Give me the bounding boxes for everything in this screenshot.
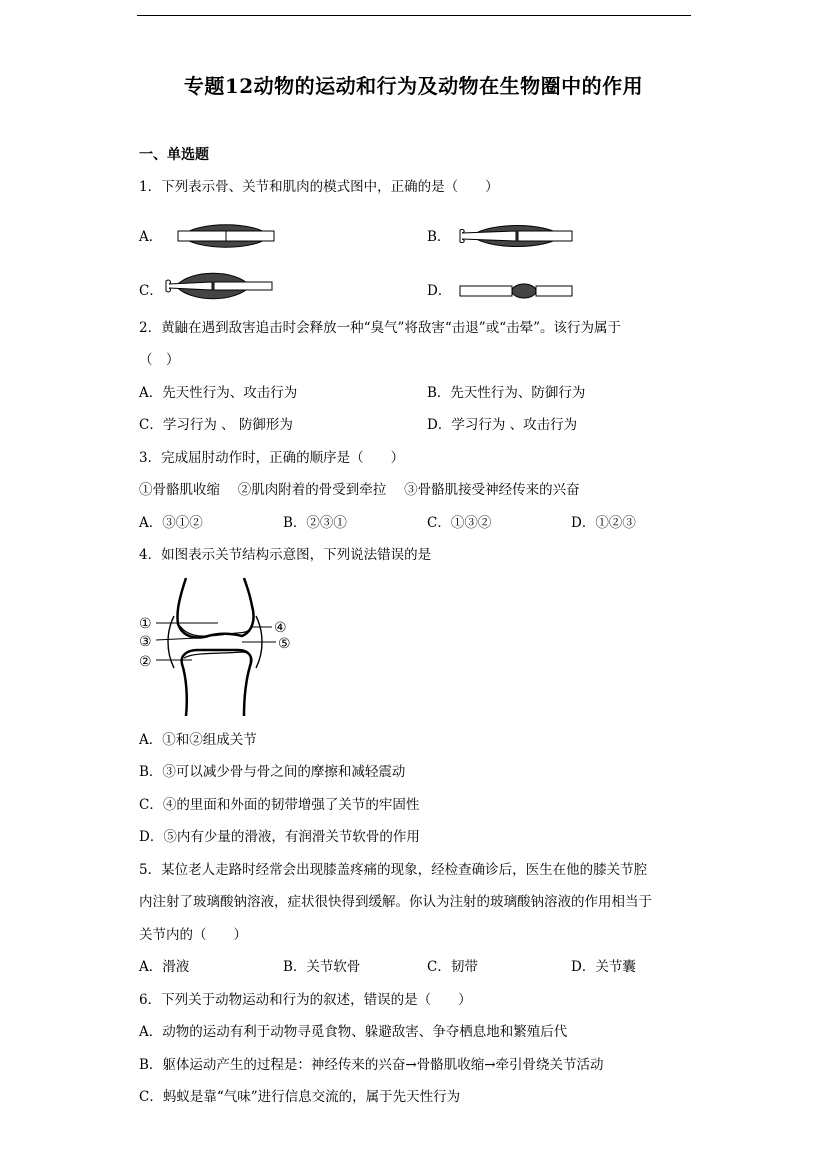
q4-label-1: ① bbox=[139, 616, 152, 632]
q6-stem: 6．下列关于动物运动和行为的叙述，错误的是（ ） bbox=[139, 992, 472, 1008]
q3-items: ①骨骼肌收缩 ②肌肉附着的骨受到牵拉 ③骨骼肌接受神经传来的兴奋 bbox=[139, 482, 580, 498]
q2-option-c: C．学习行为 、 防御形为 bbox=[139, 417, 293, 433]
q5-option-a: A．滑液 bbox=[139, 959, 190, 975]
q3-option-a: A．③①② bbox=[139, 515, 203, 531]
q5-stem-line1: 5．某位老人走路时经常会出现膝盖疼痛的现象，经检查确诊后，医生在他的膝关节腔 bbox=[139, 862, 648, 878]
q1-option-b-label: B． bbox=[427, 229, 451, 245]
section-heading: 一、单选题 bbox=[139, 147, 209, 163]
q4-option-b: B．③可以减少骨与骨之间的摩擦和减轻震动 bbox=[139, 764, 406, 780]
q5-option-d: D．关节囊 bbox=[571, 959, 636, 975]
q4-label-3: ③ bbox=[139, 634, 152, 650]
q1-option-d-label: D． bbox=[427, 283, 452, 299]
q1-option-a-label: A． bbox=[139, 229, 163, 245]
q2-option-a: A．先天性行为、攻击行为 bbox=[139, 385, 298, 401]
q5-stem-line2: 内注射了玻璃酸钠溶液，症状很快得到缓解。你认为注射的玻璃酸钠溶液的作用相当于 bbox=[139, 894, 652, 910]
q3-option-b: B．②③① bbox=[283, 515, 347, 531]
page-title: 专题12动物的运动和行为及动物在生物圈中的作用 bbox=[183, 74, 644, 98]
q4-label-2: ② bbox=[139, 654, 152, 670]
q4-option-c: C．④的里面和外面的韧带增强了关节的牢固性 bbox=[139, 797, 420, 813]
header-rule bbox=[137, 15, 691, 16]
q2-stem-line1: 2．黄鼬在遇到敌害追击时会释放一种“臭气”将敌害“击退”或“击晕”。该行为属于 bbox=[139, 320, 621, 336]
q1-figure-a bbox=[176, 219, 276, 253]
q4-stem: 4．如图表示关节结构示意图，下列说法错误的是 bbox=[139, 547, 432, 563]
q6-option-c: C．蚂蚁是靠“气味”进行信息交流的，属于先天性行为 bbox=[139, 1089, 461, 1105]
q5-option-b: B．关节软骨 bbox=[283, 959, 361, 975]
q4-option-d: D．⑤内有少量的滑液，有润滑关节软骨的作用 bbox=[139, 829, 420, 845]
q4-label-5: ⑤ bbox=[278, 636, 291, 652]
q3-stem: 3．完成屈肘动作时，正确的顺序是（ ） bbox=[139, 450, 405, 466]
q6-option-a: A．动物的运动有利于动物寻觅食物、躲避敌害、争夺栖息地和繁殖后代 bbox=[139, 1024, 568, 1040]
q5-stem-line3: 关节内的（ ） bbox=[139, 927, 247, 943]
q1-option-c-label: C． bbox=[139, 283, 163, 299]
q1-figure-d bbox=[458, 279, 576, 303]
q6-option-b: B．躯体运动产生的过程是：神经传来的兴奋→骨骼肌收缩→牵引骨绕关节活动 bbox=[139, 1057, 604, 1073]
q1-figure-c bbox=[164, 269, 276, 303]
q1-figure-b bbox=[458, 219, 576, 253]
q3-option-d: D．①②③ bbox=[571, 515, 636, 531]
q4-label-4: ④ bbox=[274, 620, 287, 636]
q2-option-d: D．学习行为 、攻击行为 bbox=[427, 417, 578, 433]
q4-joint-figure bbox=[138, 576, 298, 718]
q1-stem: 1．下列表示骨、关节和肌肉的模式图中，正确的是（ ） bbox=[139, 179, 499, 195]
q4-option-a: A．①和②组成关节 bbox=[139, 732, 257, 748]
q5-option-c: C．韧带 bbox=[427, 959, 478, 975]
q2-stem-line2: （ ） bbox=[139, 352, 180, 368]
q3-option-c: C．①③② bbox=[427, 515, 492, 531]
q2-option-b: B．先天性行为、防御行为 bbox=[427, 385, 586, 401]
